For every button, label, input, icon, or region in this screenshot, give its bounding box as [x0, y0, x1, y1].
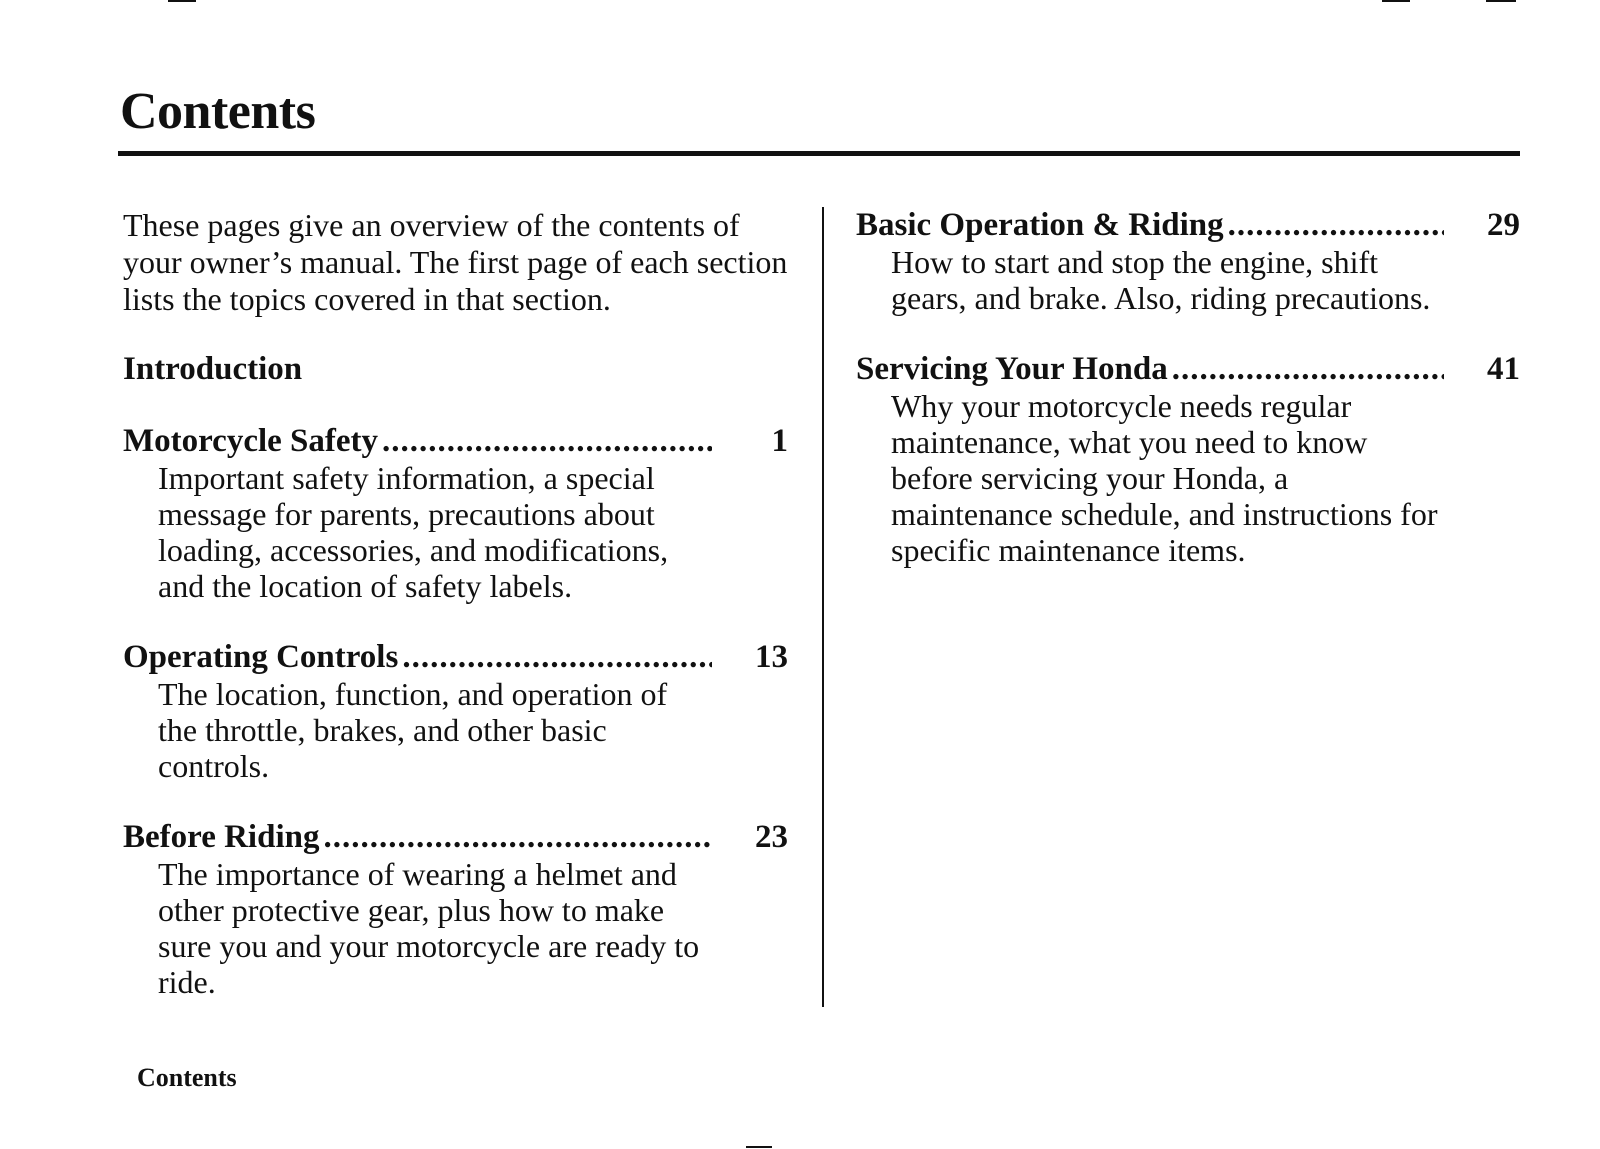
toc-entry-page[interactable]: 29 [1487, 207, 1520, 243]
toc-entry-description: The importance of wearing a helmet and other protective gear, plus how to make sure you and your motorcycle are ready to ride. [158, 856, 700, 1000]
column-divider [822, 207, 824, 1007]
toc-entry-page[interactable]: 41 [1487, 351, 1520, 387]
toc-entry-motorcycle-safety[interactable] [123, 423, 788, 604]
dot-leader [1228, 207, 1444, 244]
footer-label: Contents [137, 1063, 237, 1092]
toc-entry-servicing-your-honda[interactable] [856, 351, 1520, 568]
crop-mark-bottom-center [746, 1146, 772, 1148]
dot-leader [323, 819, 712, 856]
left-column [123, 207, 788, 1000]
toc-entry-basic-operation-riding[interactable] [856, 207, 1520, 316]
dot-leader [402, 639, 712, 676]
dot-leader [382, 423, 712, 460]
toc-entry-description: The location, function, and operation of the throttle, brakes, and other basic controls. [158, 676, 668, 784]
toc-entry-description: Why your motorcycle needs regular maintenance, what you need to know before servicing your Honda, a maintenance schedule, and instructions for specific maintenance items. [891, 388, 1438, 568]
toc-entry-title[interactable]: Before Riding [123, 819, 320, 855]
toc-entry-before-riding[interactable] [123, 819, 788, 1000]
toc-entry-description: Important safety information, a special message for parents, precautions about loading, accessories, and modifications, and the location of safety labels. [158, 460, 669, 604]
toc-entry-title[interactable]: Motorcycle Safety [123, 423, 379, 459]
dot-leader [1172, 351, 1444, 388]
toc-entry-title[interactable]: Basic Operation & Riding [856, 207, 1224, 243]
crop-mark-top-right-2 [1486, 0, 1516, 2]
toc-entry-page[interactable]: 13 [755, 639, 788, 675]
crop-mark-top-right-1 [1382, 0, 1410, 2]
toc-entry-description: How to start and stop the engine, shift gears, and brake. Also, riding precautions. [891, 244, 1431, 316]
page-title: Contents [120, 83, 316, 140]
introduction-heading: Introduction [123, 351, 303, 387]
toc-entry-page[interactable]: 1 [771, 423, 788, 459]
toc-entry-title[interactable]: Operating Controls [123, 639, 399, 675]
toc-entry-page[interactable]: 23 [755, 819, 788, 855]
intro-paragraph: These pages give an overview of the contents of your owner’s manual. The first page of each section lists the topics covered in that section. [123, 207, 788, 317]
toc-entry-title[interactable]: Servicing Your Honda [856, 351, 1168, 387]
crop-mark-top-left [168, 0, 196, 2]
right-column [856, 207, 1520, 568]
toc-entry-operating-controls[interactable] [123, 639, 788, 784]
title-rule [118, 151, 1520, 156]
